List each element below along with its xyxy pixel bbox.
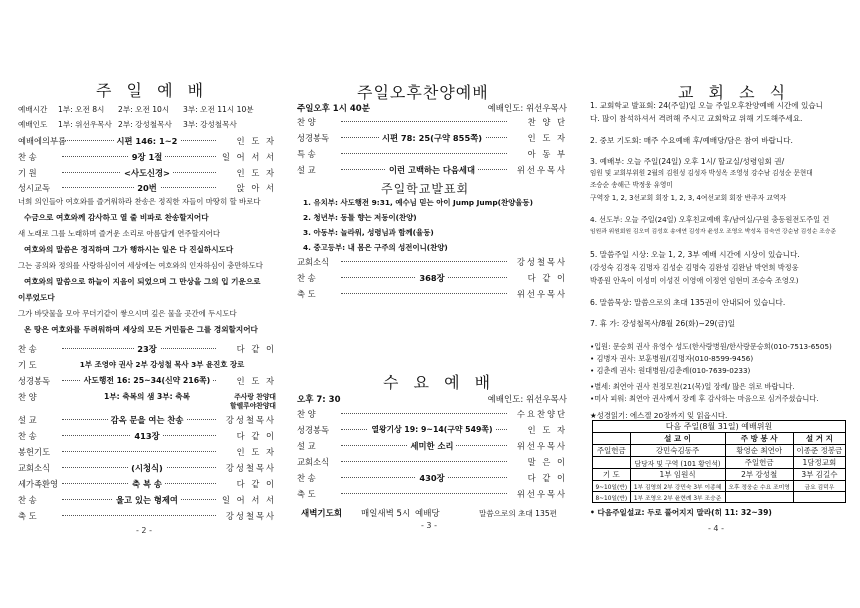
row-label: 기 도: [18, 360, 37, 370]
row-person: 위선우목사: [516, 165, 567, 175]
row-person: 인 도 자: [236, 136, 276, 146]
row-person: 위선우목사: [516, 489, 567, 499]
responsive-reading: 그가 바닷물을 모아 무더기같이 쌓으시며 깊은 물을 곳간에 두시도다: [18, 309, 237, 318]
order-row: [18, 135, 276, 147]
cell: 금요 김덕우: [793, 481, 845, 492]
service-leader: 예배인도: 위선우목사: [487, 395, 567, 405]
order-row: [18, 391, 276, 409]
row-person: 위선우목사: [516, 289, 567, 299]
section-title: 수 요 예 배: [383, 373, 496, 392]
row-label: 봉헌기도: [18, 447, 51, 457]
row-person: 인 도 자: [527, 425, 567, 435]
duty-table: [592, 420, 846, 503]
order-row: [297, 440, 567, 452]
row-label: 찬 양: [18, 392, 37, 402]
cell: 주 방 봉 사: [725, 433, 793, 445]
order-row: [297, 424, 567, 436]
order-row: [18, 414, 276, 426]
cell: 1부 조영오 2부 윤현례 3부 조승준: [630, 492, 725, 503]
cell: 이종준 정봉금: [793, 445, 845, 457]
label: 예배인도: [18, 120, 48, 129]
row-person: 아 동 부: [527, 149, 567, 159]
row-label: 성경봉독: [297, 425, 330, 435]
order-row: [297, 472, 567, 484]
recital-item: 2. 청년부: 동틀 향는 저동이(찬양): [303, 213, 417, 222]
row-label: 예배에의부름: [18, 136, 67, 146]
cell: 8~10일(반): [593, 492, 631, 503]
row-label: 성시교독: [18, 183, 51, 193]
cell: 담당자 및 구역 (101 황인석): [630, 457, 725, 469]
order-row: [297, 272, 567, 284]
page-number: - 3 -: [421, 521, 437, 530]
page-2: [18, 0, 276, 608]
row-label: 성경봉독: [18, 376, 51, 386]
row-content: 사도행전 16: 25~34(신약 216쪽): [81, 376, 213, 385]
row-person: 다 같 이: [527, 473, 567, 483]
order-row: [18, 182, 276, 194]
row-person: 강성철목사: [225, 463, 276, 473]
news-item: 5. 말씀주일 시상: 오늘 1, 2, 3부 예배 시간에 시상이 있습니다.: [590, 250, 800, 259]
cell: 주일헌금: [725, 457, 793, 469]
news-item: 4. 선도부: 오늘 주일(24일) 오후친교예배 후/남여실/구원 충동원전도주일 건: [590, 215, 830, 224]
row-label: 찬 송: [18, 495, 37, 505]
cell: 1부 김영희 2부 강민숙 3부 이종혜: [630, 481, 725, 492]
recital-item: 3. 아동부: 놀라워, 성령님과 함께(율동): [303, 228, 434, 237]
news-item: 임원 및 교회부위원 2월의 김원성 김성자 박성옥 조영성 강수남 김성순 문현대: [590, 169, 813, 177]
row-content: (시청식): [128, 463, 166, 473]
dawn-note: 말씀으로의 초대 135편: [479, 509, 558, 518]
row-person: 일 어 서 서: [222, 152, 276, 162]
row-content: 세미한 소리: [408, 441, 457, 451]
page-number: - 4 -: [708, 524, 724, 533]
row-label: 찬 송: [297, 273, 316, 283]
dawn-place: 예배당: [415, 509, 440, 519]
row-content: 23장: [134, 344, 160, 354]
row-person: 인 도 자: [236, 447, 276, 457]
row-person: 다 같 이: [236, 344, 276, 354]
row-label: 설 교: [297, 441, 316, 451]
leader-2: 2부: 강성철목사: [118, 120, 172, 129]
cell: [593, 433, 631, 445]
order-row: [18, 375, 276, 387]
news-item: 3. 예배부: 오늘 주일(24일) 오후 1시/ 할교실/성령임회 권/: [590, 157, 785, 166]
section-title: 주일학교발표회: [381, 182, 470, 196]
row-content: 1부: 축복의 샘 3부: 축복: [101, 392, 193, 401]
row-content: 413장: [131, 431, 162, 441]
leader-3: 3부: 강성철목사: [183, 120, 237, 129]
responsive-reading: 너희 의인들아 여호와를 즐거워하라 찬송은 정직한 자들이 마땅히 할 바로다: [18, 197, 261, 206]
row-content: 축 복 송: [129, 479, 165, 489]
row-label: 찬 송: [18, 344, 37, 354]
row-content: 430장: [416, 473, 447, 483]
row-content: 9장 1절: [129, 152, 165, 162]
row-content: 1부 조영야 권사 2부 강성철 목사 3부 윤진호 장로: [77, 360, 248, 369]
responsive-reading: 온 땅은 여호와를 두려워하며 세상의 모든 거민들은 그를 경외할지어다: [24, 325, 258, 334]
news-item: 다. 많이 참석하셔서 격려해 주시고 교회학교 위해 기도해주세요.: [590, 114, 803, 123]
news-item: 6. 말씀묵상: 말씀으로의 초대 135권이 안내되어 있습니다.: [590, 298, 786, 307]
duty-title: 다음 주일(8월 31일) 예배위원: [593, 421, 846, 433]
row-person: 다 같 이: [527, 273, 567, 283]
cell: 오후 정웅순 수요 조미영: [725, 481, 793, 492]
responsive-reading: 여호와의 말씀은 정직하며 그가 행하시는 일은 다 진실하시도다: [24, 245, 234, 254]
choir: 할렐루야찬양대: [230, 402, 276, 410]
row-person: 인 도 자: [236, 376, 276, 386]
choir: 주사랑 찬양대: [234, 393, 276, 401]
row-person: 다 같 이: [236, 431, 276, 441]
row-label: 찬 양: [297, 117, 316, 127]
row-label: 설 교: [18, 415, 37, 425]
row-label: 찬 송: [18, 431, 37, 441]
row-person: 말 은 이: [527, 457, 567, 467]
news-item: 2. 중보 기도회: 매주 수요예배 후/예배당/담은 참여 바랍니다.: [590, 136, 793, 145]
row-label: 교회소식: [297, 257, 330, 267]
row-person: 위선우목사: [516, 441, 567, 451]
order-row: [297, 456, 567, 468]
cell: 3부 김길수: [793, 469, 845, 481]
news-item: 구역장 1, 2, 3선교회 회장 1, 2, 3, 4여선교회 회장 반주자 교역자: [590, 194, 787, 202]
cell: 9~10일(반): [593, 481, 631, 492]
news-item: (강성숙 김경욱 김명자 김성순 김명숙 김완성 김완남 박연희 박정웅: [590, 263, 799, 272]
cell: 설 교 이: [630, 433, 725, 445]
order-row: [18, 359, 276, 371]
recital-item: 1. 유치부: 사도행전 9:31, 예수님 믿는 아이 Jump Jump(찬양율동): [303, 198, 533, 207]
row-label: 교회소식: [297, 457, 330, 467]
order-row: [297, 132, 567, 144]
order-row: [297, 256, 567, 268]
bible-reading: ★성경읽기: 에스겔 20장까지 잊 읽읍시다.: [590, 411, 728, 420]
time-2: 2부: 오전 10시: [118, 105, 170, 114]
row-person: 다 같 이: [236, 479, 276, 489]
cell: 1부 임원식: [630, 469, 725, 481]
cell: [593, 457, 631, 469]
row-person: 일 어 서 서: [222, 495, 276, 505]
next-sermon: • 다음주일설교: 두로 풀어지지 말라(히 11: 32~39): [590, 508, 772, 517]
row-content: 감옥 문을 여는 찬송: [108, 415, 187, 425]
dawn-time: 매일새벽 5시: [361, 509, 411, 519]
order-row: [297, 116, 567, 128]
order-row: [18, 167, 276, 179]
row-content: 368장: [416, 273, 447, 283]
cell: 강민숙김동주: [630, 445, 725, 457]
row-content: 20번: [134, 183, 160, 193]
cell: [725, 492, 793, 503]
row-person: 강성철목사: [225, 511, 276, 521]
row-label: 교회소식: [18, 463, 51, 473]
row-label: 찬 송: [297, 473, 316, 483]
row-label: 기 원: [18, 168, 37, 178]
order-row: [18, 430, 276, 442]
order-row: [18, 446, 276, 458]
order-row: [297, 148, 567, 160]
row-content: 열왕기상 19: 9~14(구약 549쪽): [368, 425, 495, 434]
row-person: 인 도 자: [527, 133, 567, 143]
page-3: [297, 0, 567, 608]
sick-list: • 김춘례 권사: 원대병원/김춘례(010-7639-0233): [590, 366, 751, 375]
order-row: [297, 164, 567, 176]
responsive-reading: 새 노래로 그를 노래하며 즐거운 소리로 아름답게 연주할지어다: [18, 229, 221, 238]
news-item: 임원과 위원회원 김오미 김성호 송애연 김성자 윤성오 조영오 박성옥 김숙연 강순남 김성순 조승준: [590, 229, 837, 235]
row-label: 축 도: [297, 289, 316, 299]
row-content: 울고 있는 형제여: [113, 495, 181, 505]
time-3: 3부: 오전 11시 10분: [183, 105, 254, 114]
row-person: 강성철목사: [225, 415, 276, 425]
news-item: 조승순 송해근 박정웅 유영미: [590, 181, 673, 189]
leader-1: 1부: 위선우목사: [58, 120, 112, 129]
news-item: 1. 교회학교 발표회: 24(주일)일 오늘 주일오후찬양예배 시간에 있습니: [590, 101, 824, 110]
note-line: •미사 피워: 최연아 권사께서 장례 후 감사하는 마음으로 심겨주셨습니다.: [590, 394, 819, 403]
row-person: 인 도 자: [236, 168, 276, 178]
row-person: 수요찬양단: [516, 409, 567, 419]
news-item: 박종원 안옥이 이성미 이성진 이영애 이정연 임현미 조승숙 조영오): [590, 276, 799, 285]
cell: 황영순 최연아: [725, 445, 793, 457]
cell: 주일헌금: [593, 445, 631, 457]
order-row: [18, 462, 276, 474]
responsive-reading: 수금으로 여호와께 감사하고 열 줄 비파로 찬송할지어다: [24, 213, 209, 222]
row-content: 이런 고백하는 다음세대: [386, 165, 478, 175]
row-label: 성경봉독: [297, 133, 330, 143]
cell: 1담정교회: [793, 457, 845, 469]
row-label: 축 도: [18, 511, 37, 521]
row-label: 찬 양: [297, 409, 316, 419]
time-1: 1부: 오전 8시: [58, 105, 105, 114]
row-content: 시편 78: 25(구약 855쪽): [379, 133, 485, 143]
order-row: [297, 408, 567, 420]
sick-list: • 김병자 권사: 보훈병원/(김명자(010-8599-9456): [590, 354, 754, 363]
page-title: 주 일 예 배: [96, 81, 209, 100]
order-row: [18, 151, 276, 163]
note-line: •별세: 최연아 권사 친정모친(21(목)일 장례/ 많은 위로 바랍니다.: [590, 382, 795, 391]
order-row: [297, 488, 567, 500]
news-item: 7. 휴 가: 강성철목사/8월 26(화)~29(금)일: [590, 319, 736, 328]
cell: 설 거 지: [793, 433, 845, 445]
order-row: [18, 510, 276, 522]
cell: [793, 492, 845, 503]
order-row: [18, 494, 276, 506]
service-leader: 예배인도: 위선우목사: [487, 104, 567, 114]
responsive-reading: 여호와의 말씀으로 하늘이 지음이 되었으며 그 만상을 그의 입 기운으로: [24, 277, 261, 286]
row-label: 축 도: [297, 489, 316, 499]
row-label: 특 송: [297, 149, 316, 159]
page-number: - 2 -: [136, 526, 152, 535]
page-title: 주일오후찬양예배: [357, 83, 489, 102]
row-label: 찬 송: [18, 152, 37, 162]
cell: 기 도: [593, 469, 631, 481]
order-row: [18, 478, 276, 490]
row-content: 시편 146: 1~2: [114, 136, 181, 146]
row-person: 강성철목사: [516, 257, 567, 267]
page-title: 교 회 소 식: [678, 83, 791, 102]
cell: 2부 강성철: [725, 469, 793, 481]
dawn-label: 새벽기도회: [301, 509, 343, 519]
row-person: 앉 아 서: [236, 183, 276, 193]
row-person: 찬 양 단: [527, 117, 567, 127]
recital-item: 4. 중고등부: 내 몸은 구주의 성전이니(찬양): [303, 243, 448, 252]
responsive-reading: 이루었도다: [18, 293, 55, 302]
row-label: 설 교: [297, 165, 316, 175]
service-time: 주일오후 1시 40분: [297, 104, 370, 114]
row-label: 세가족환영: [18, 479, 59, 489]
label: 예배시간: [18, 105, 48, 114]
row-content: <사도신경>: [121, 168, 173, 178]
sick-list: •입원: 문승희 권사 유영수 성도(한사랑병원/한사랑문승희(010-7513-6505): [590, 342, 832, 351]
page-4: [590, 0, 850, 608]
order-row: [18, 343, 276, 355]
service-time: 오후 7: 30: [297, 395, 341, 405]
order-row: [297, 288, 567, 300]
responsive-reading: 그는 공의와 정의를 사랑하심이여 세상에는 여호와의 인자하심이 충만하도다: [18, 261, 263, 270]
